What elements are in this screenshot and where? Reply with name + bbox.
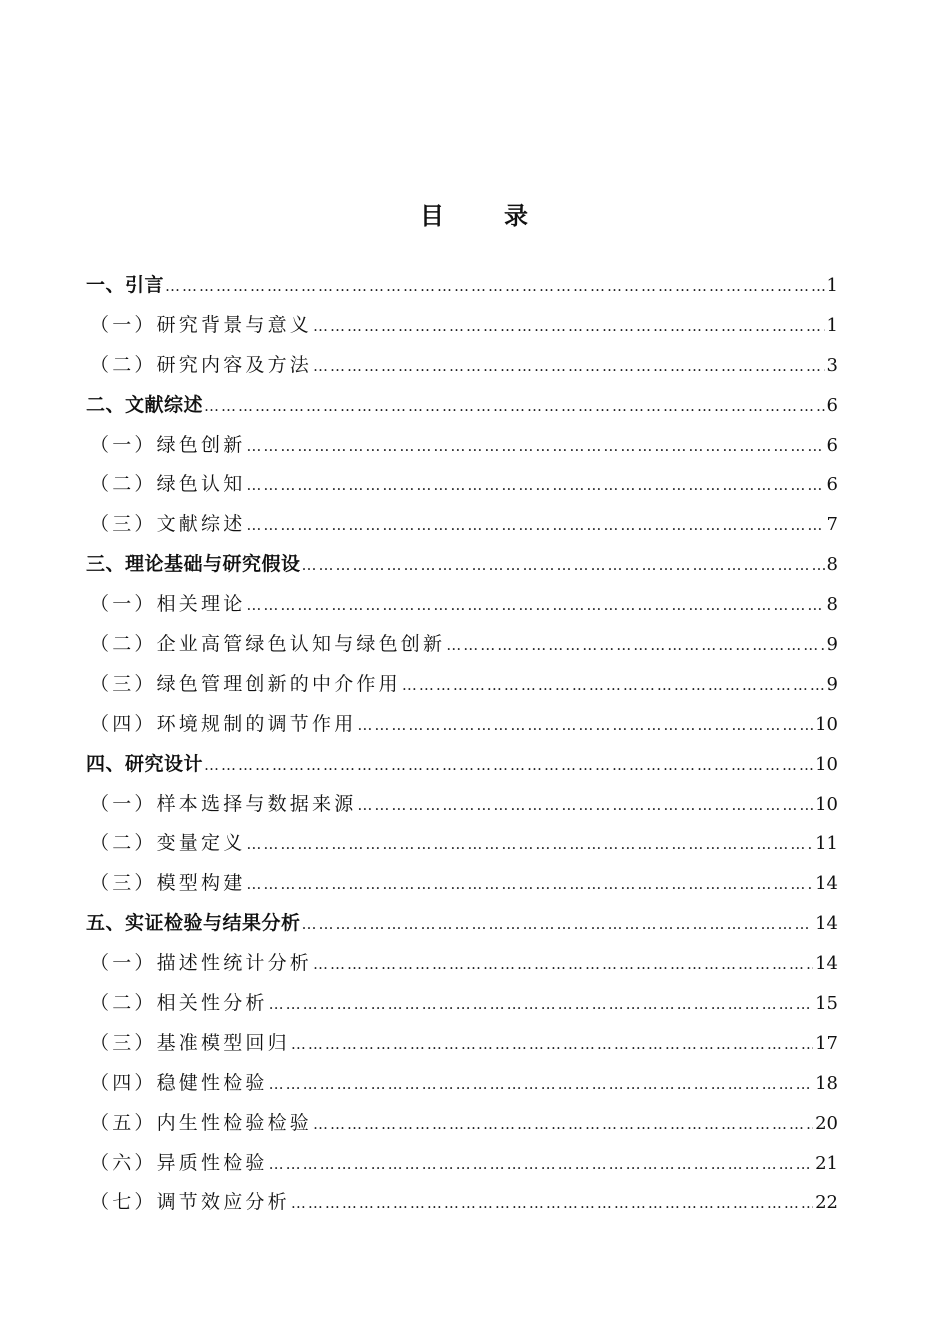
toc-entry-section[interactable] (86, 785, 838, 825)
toc-page-number: 22 (815, 1192, 838, 1214)
toc-entry-text: （六）异质性检验 (90, 1151, 268, 1174)
toc-entry-chapter-5[interactable] (86, 904, 838, 944)
toc-entry-text: 四、研究设计 (86, 752, 204, 775)
toc-entry-text: （一）研究背景与意义 (90, 313, 313, 336)
toc-entry-section[interactable] (86, 1064, 838, 1104)
toc-entry-text: （三）文献综述 (90, 513, 246, 536)
toc-entry-text: （三）基准模型回归 (90, 1031, 290, 1054)
toc-page-number: 6 (826, 394, 838, 416)
toc-page-number: 21 (815, 1152, 838, 1174)
toc-page-number: 14 (815, 873, 838, 895)
dot-leader (269, 1145, 813, 1185)
toc-title (0, 196, 950, 231)
dot-leader (313, 307, 825, 347)
toc-page-number: 7 (826, 514, 838, 536)
toc-entry-text: （一）描述性统计分析 (90, 952, 313, 975)
dot-leader (302, 905, 814, 945)
dot-leader (313, 1105, 813, 1145)
toc-page-number: 6 (826, 434, 838, 456)
toc-page-number: 14 (815, 913, 838, 935)
toc-page-number: 6 (826, 474, 838, 496)
toc-entry-text: （二）相关性分析 (90, 992, 268, 1015)
dot-leader (291, 1025, 813, 1065)
toc-title-part-1: 目 (420, 202, 446, 230)
toc-entry-text: 二、文献综述 (86, 393, 204, 416)
toc-page-number: 8 (826, 554, 838, 576)
dot-leader (357, 786, 813, 826)
toc-entry-section[interactable] (86, 1104, 838, 1144)
dot-leader (204, 746, 813, 786)
dot-leader (302, 546, 825, 586)
toc-page-number: 10 (815, 753, 838, 775)
toc-page-number: 10 (815, 793, 838, 815)
dot-leader (246, 506, 824, 546)
toc-page-number: 11 (815, 833, 838, 855)
toc-page-number: 20 (815, 1112, 838, 1134)
toc-entry-text: （二）研究内容及方法 (90, 353, 313, 376)
toc-entry-text: （二）变量定义 (90, 832, 246, 855)
toc-entry-section[interactable] (86, 984, 838, 1024)
toc-entry-chapter-2[interactable] (86, 386, 838, 426)
toc-page-number: 18 (815, 1072, 838, 1094)
toc-page-number: 8 (826, 594, 838, 616)
toc-entry-text: 五、实证检验与结果分析 (86, 912, 301, 935)
toc-entry-section[interactable] (86, 705, 838, 745)
dot-leader (246, 466, 824, 506)
toc-entry-section[interactable] (86, 306, 838, 346)
toc-entry-section[interactable] (86, 824, 838, 864)
dot-leader (313, 347, 825, 387)
toc-entry-section[interactable] (86, 1144, 838, 1184)
toc-entry-section[interactable] (86, 864, 838, 904)
dot-leader (291, 1184, 813, 1224)
toc-entry-text: （二）绿色认知 (90, 473, 246, 496)
toc-entry-section[interactable] (86, 625, 838, 665)
dot-leader (313, 945, 813, 985)
toc-page-number: 9 (826, 634, 838, 656)
dot-leader (269, 1065, 813, 1105)
toc-page-number: 10 (815, 713, 838, 735)
dot-leader (246, 825, 813, 865)
dot-leader (357, 706, 813, 746)
dot-leader (246, 427, 824, 467)
toc-entry-text: （三）模型构建 (90, 872, 246, 895)
dot-leader (204, 387, 825, 427)
toc-entry-text: （一）绿色创新 (90, 433, 246, 456)
toc-entry-section[interactable] (86, 944, 838, 984)
toc-entry-text: （七）调节效应分析 (90, 1191, 290, 1214)
toc-page-number: 9 (826, 673, 838, 695)
toc-entry-text: （一）样本选择与数据来源 (90, 792, 357, 815)
dot-leader (246, 865, 813, 905)
toc-entry-section[interactable] (86, 426, 838, 466)
dot-leader (402, 666, 825, 706)
toc-entry-section[interactable] (86, 465, 838, 505)
toc-list (86, 266, 838, 1223)
toc-entry-text: （二）企业高管绿色认知与绿色创新 (90, 633, 446, 656)
toc-entry-text: （五）内生性检验检验 (90, 1111, 313, 1134)
toc-page-number: 1 (826, 275, 838, 296)
toc-page-number: 1 (826, 314, 838, 336)
toc-entry-text: （四）环境规制的调节作用 (90, 712, 357, 735)
dot-leader (165, 267, 825, 307)
toc-entry-text: 三、理论基础与研究假设 (86, 553, 301, 576)
toc-page-number: 14 (815, 953, 838, 975)
toc-entry-text: 一、引言 (86, 274, 165, 296)
toc-title-part-2: 录 (504, 202, 530, 230)
toc-entry-text: （三）绿色管理创新的中介作用 (90, 672, 401, 695)
toc-entry-section[interactable] (86, 585, 838, 625)
toc-entry-chapter-3[interactable] (86, 545, 838, 585)
dot-leader (446, 626, 824, 666)
toc-entry-section[interactable] (86, 1024, 838, 1064)
toc-entry-section[interactable] (86, 665, 838, 705)
dot-leader (269, 985, 813, 1025)
toc-entry-section[interactable] (86, 346, 838, 386)
toc-entry-chapter-1[interactable] (86, 266, 838, 306)
toc-entry-text: （一）相关理论 (90, 593, 246, 616)
toc-page-number: 17 (815, 1032, 838, 1054)
toc-entry-chapter-4[interactable] (86, 745, 838, 785)
toc-page-number: 3 (826, 354, 838, 376)
toc-entry-section[interactable] (86, 505, 838, 545)
toc-entry-section[interactable] (86, 1183, 838, 1223)
dot-leader (246, 586, 824, 626)
toc-page-number: 15 (815, 993, 838, 1015)
toc-entry-text: （四）稳健性检验 (90, 1071, 268, 1094)
